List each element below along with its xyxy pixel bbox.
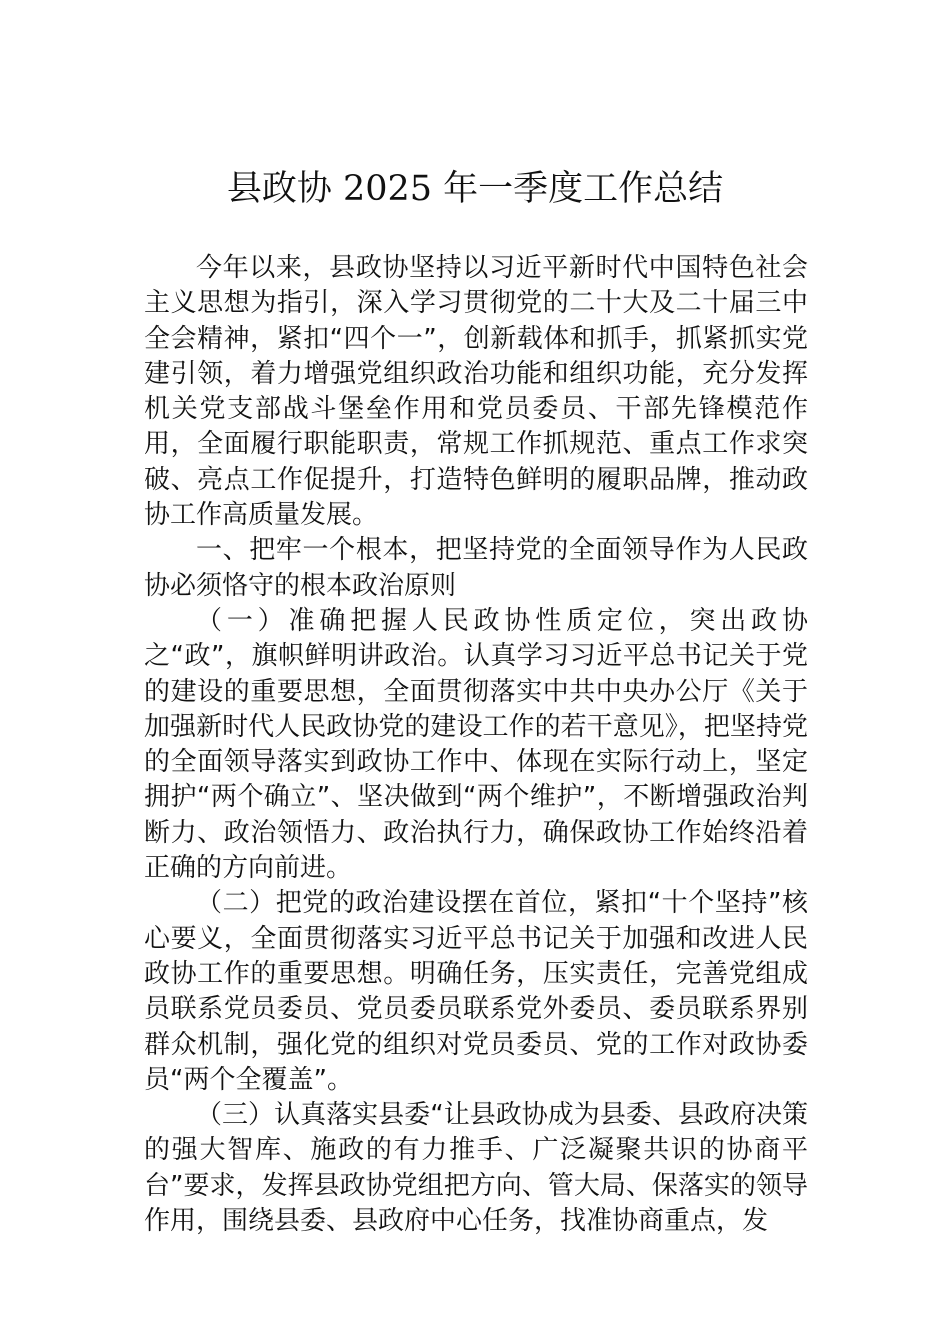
paragraph-intro: 今年以来，县政协坚持以习近平新时代中国特色社会主义思想为指引，深入学习贯彻党的二十大及二十届三中全会精神，紧扣“四个一”，创新载体和抓手，抓紧抓实党建引领，着力增强党组织政治功能和组织功能，充分发挥机关党支部战斗堡垒作用和党员委员、干部先锋模范作用，全面履行职能职责，常规工作抓规范、重点工作求突破、亮点工作促提升，打造特色鲜明的履职品牌，推动政协工作高质量发展。 xyxy=(144,253,808,531)
paragraph-item-1: （一）准确把握人民政协性质定位，突出政协之“政”，旗帜鲜明讲政治。认真学习习近平总书记关于党的建设的重要思想，全面贯彻落实中共中央办公厅《关于加强新时代人民政协党的建设工作的若干意见》，把坚持党的全面领导落实到政协工作中、体现在实际行动上，坚定拥护“两个确立”、坚决做到“两个维护”，不断增强政治判断力、政治领悟力、政治执行力，确保政协工作始终沿着正确的方向前进。 xyxy=(144,605,808,884)
paragraph-item-3: （三）认真落实县委“让县政协成为县委、县政府决策的强大智库、施政的有力推手、广泛凝聚共识的协商平台”要求，发挥县政协党组把方向、管大局、保落实的领导作用，围绕县委、县政府中心任务，找准协商重点，发 xyxy=(144,1100,808,1237)
paragraph-item-2: （二）把党的政治建设摆在首位，紧扣“十个坚持”核心要义，全面贯彻落实习近平总书记关于加强和改进人民政协工作的重要思想。明确任务，压实责任，完善党组成员联系党员委员、党员委员联系党外委员、委员联系界别群众机制，强化党的组织对党员委员、党的工作对政协委员“两个全覆盖”。 xyxy=(144,888,808,1095)
document-body xyxy=(144,251,808,1239)
section-heading-1: 一、把牢一个根本，把坚持党的全面领导作为人民政协必须恪守的根本政治原则 xyxy=(144,535,808,601)
document-title: 县政协 2025 年一季度工作总结 xyxy=(226,169,724,209)
